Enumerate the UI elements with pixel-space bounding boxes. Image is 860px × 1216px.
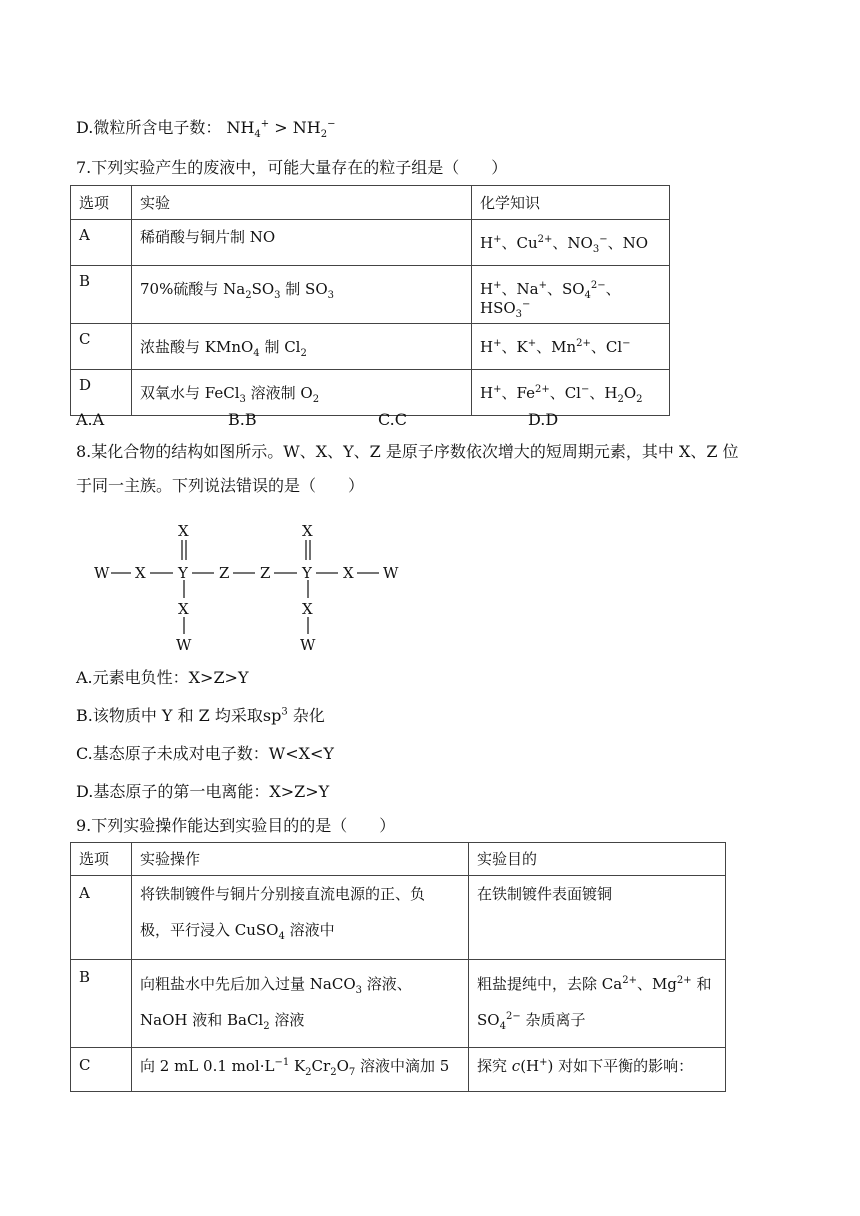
atom-w-bottom-left: W <box>176 636 192 654</box>
q8-stem-line1: 8.某化合物的结构如图所示。W、X、Y、Z 是原子序数依次增大的短周期元素，其中 X、Z 位 <box>76 442 739 461</box>
q7-row-a-ions: H+、$Cu^{2+}$、$NO_3^-$、NO <box>472 220 670 266</box>
atom-z-right: Z <box>260 564 271 582</box>
q9-row-c-option: C <box>71 1048 132 1092</box>
q9-row-c-goal <box>469 1048 726 1092</box>
atom-w-bottom-right: W <box>300 636 316 654</box>
q8-option-c: C.基态原子未成对电子数：W<X<Y <box>76 744 334 763</box>
q9-row-a-goal-line1: 在铁制镀件表面镀铜 <box>477 885 613 903</box>
q7-option-b: B.B <box>228 410 257 429</box>
q9-row-b-operation <box>132 960 469 1048</box>
q7-row-a-option: A <box>71 220 132 266</box>
q6-option-d <box>76 116 335 140</box>
q7-stem: 7.下列实验产生的废液中，可能大量存在的粒子组是（ ） <box>76 158 508 177</box>
atom-y-left: Y <box>178 564 188 582</box>
atom-w-left: W <box>94 564 110 582</box>
atom-x-bottom-right: X <box>302 600 313 618</box>
q7-row-c-option: C <box>71 324 132 370</box>
atom-w-right: W <box>383 564 399 582</box>
q6-option-d-formula: $NH_4^+ > NH_2^-$ <box>226 118 336 141</box>
q9-row-a-goal <box>469 876 726 960</box>
q9-row-a-op-line2: 极，平行浸入 CuSO$_4$ 溶液中 <box>140 921 335 942</box>
q7-row-d-option: D <box>71 370 132 416</box>
q7-option-a: A.A <box>76 410 105 429</box>
q9-row-b-option: B <box>71 960 132 1048</box>
q9-row-a-op-line1: 将铁制镀件与铜片分别接直流电源的正、负 <box>140 885 426 903</box>
atom-x-right: X <box>343 564 354 582</box>
q7-row-c-experiment: 浓盐酸与 KMnO$_4$ 制 $Cl_2$ <box>132 324 472 370</box>
q9-row-b-goal-line1: 粗盐提纯中，去除 $Ca^{2+}$、$Mg^{2+}$ 和 <box>477 975 712 993</box>
q7-header-option: 选项 <box>71 186 132 220</box>
q9-row-b-goal-line2: $SO_4^{2-}$ 杂质离子 <box>477 1011 586 1032</box>
q9-row-a-option: A <box>71 876 132 960</box>
q9-row-c-operation <box>132 1048 469 1092</box>
atom-x-top-left: X <box>178 522 189 540</box>
q9-row-b-goal <box>469 960 726 1048</box>
q7-row-b-option: B <box>71 266 132 324</box>
q9-row-a-operation <box>132 876 469 960</box>
q7-option-d: D.D <box>528 410 559 429</box>
q9-row-b-op-line2: NaOH 液和 BaCl$_2$ 溶液 <box>140 1011 305 1032</box>
q9-stem: 9.下列实验操作能达到实验目的的是（ ） <box>76 816 396 835</box>
q7-option-c: C.C <box>378 410 407 429</box>
atom-x-bottom-left: X <box>178 600 189 618</box>
q8-option-d: D.基态原子的第一电离能：X>Z>Y <box>76 782 330 801</box>
atom-z-left: Z <box>219 564 230 582</box>
q7-table <box>70 185 670 416</box>
q9-row-c-goal-line1: 探究 c(H+) 对如下平衡的影响： <box>477 1057 694 1075</box>
q9-header-operation: 实验操作 <box>132 843 469 876</box>
q9-table <box>70 842 726 1092</box>
q8-stem-line2: 于同一主族。下列说法错误的是（ ） <box>76 476 365 495</box>
q7-row-d-ions: H+、$Fe^{2+}$、Cl−、$H_2O_2$ <box>472 370 670 416</box>
atom-x-top-right: X <box>302 522 313 540</box>
q7-row-b-ions: H+、Na+、$SO_4^{2-}$、$HSO_3^-$ <box>472 266 670 324</box>
atom-x-left: X <box>135 564 146 582</box>
atom-y-right: Y <box>302 564 312 582</box>
q8-option-b: B.该物质中 Y 和 Z 均采取$sp^3$ 杂化 <box>76 706 325 725</box>
q7-row-d-experiment: 双氧水与 FeCl$_3$ 溶液制 $O_2$ <box>132 370 472 416</box>
q7-header-experiment: 实验 <box>132 186 472 220</box>
q9-row-b-op-line1: 向粗盐水中先后加入过量 NaCO$_3$ 溶液、 <box>140 975 412 996</box>
q7-row-a-experiment: 稀硝酸与铜片制 NO <box>132 220 472 266</box>
q9-row-c-op-line1: 向 2 mL 0.1 $mol\cdot L^{-1}$ $K_2Cr_2O_7$ 溶液中滴加 5 <box>140 1057 450 1078</box>
q7-row-c-ions: H+、K+、$Mn^{2+}$、Cl− <box>472 324 670 370</box>
q7-row-b-experiment: 70%硫酸与 $Na_2SO_3$ 制 $SO_3$ <box>132 266 472 324</box>
q6-option-d-prefix: D.微粒所含电子数： <box>76 118 222 137</box>
q9-header-goal: 实验目的 <box>469 843 726 876</box>
q7-header-knowledge: 化学知识 <box>472 186 670 220</box>
q8-structure-diagram <box>80 520 420 660</box>
q9-header-option: 选项 <box>71 843 132 876</box>
q8-option-a: A.元素电负性：X>Z>Y <box>76 668 249 687</box>
